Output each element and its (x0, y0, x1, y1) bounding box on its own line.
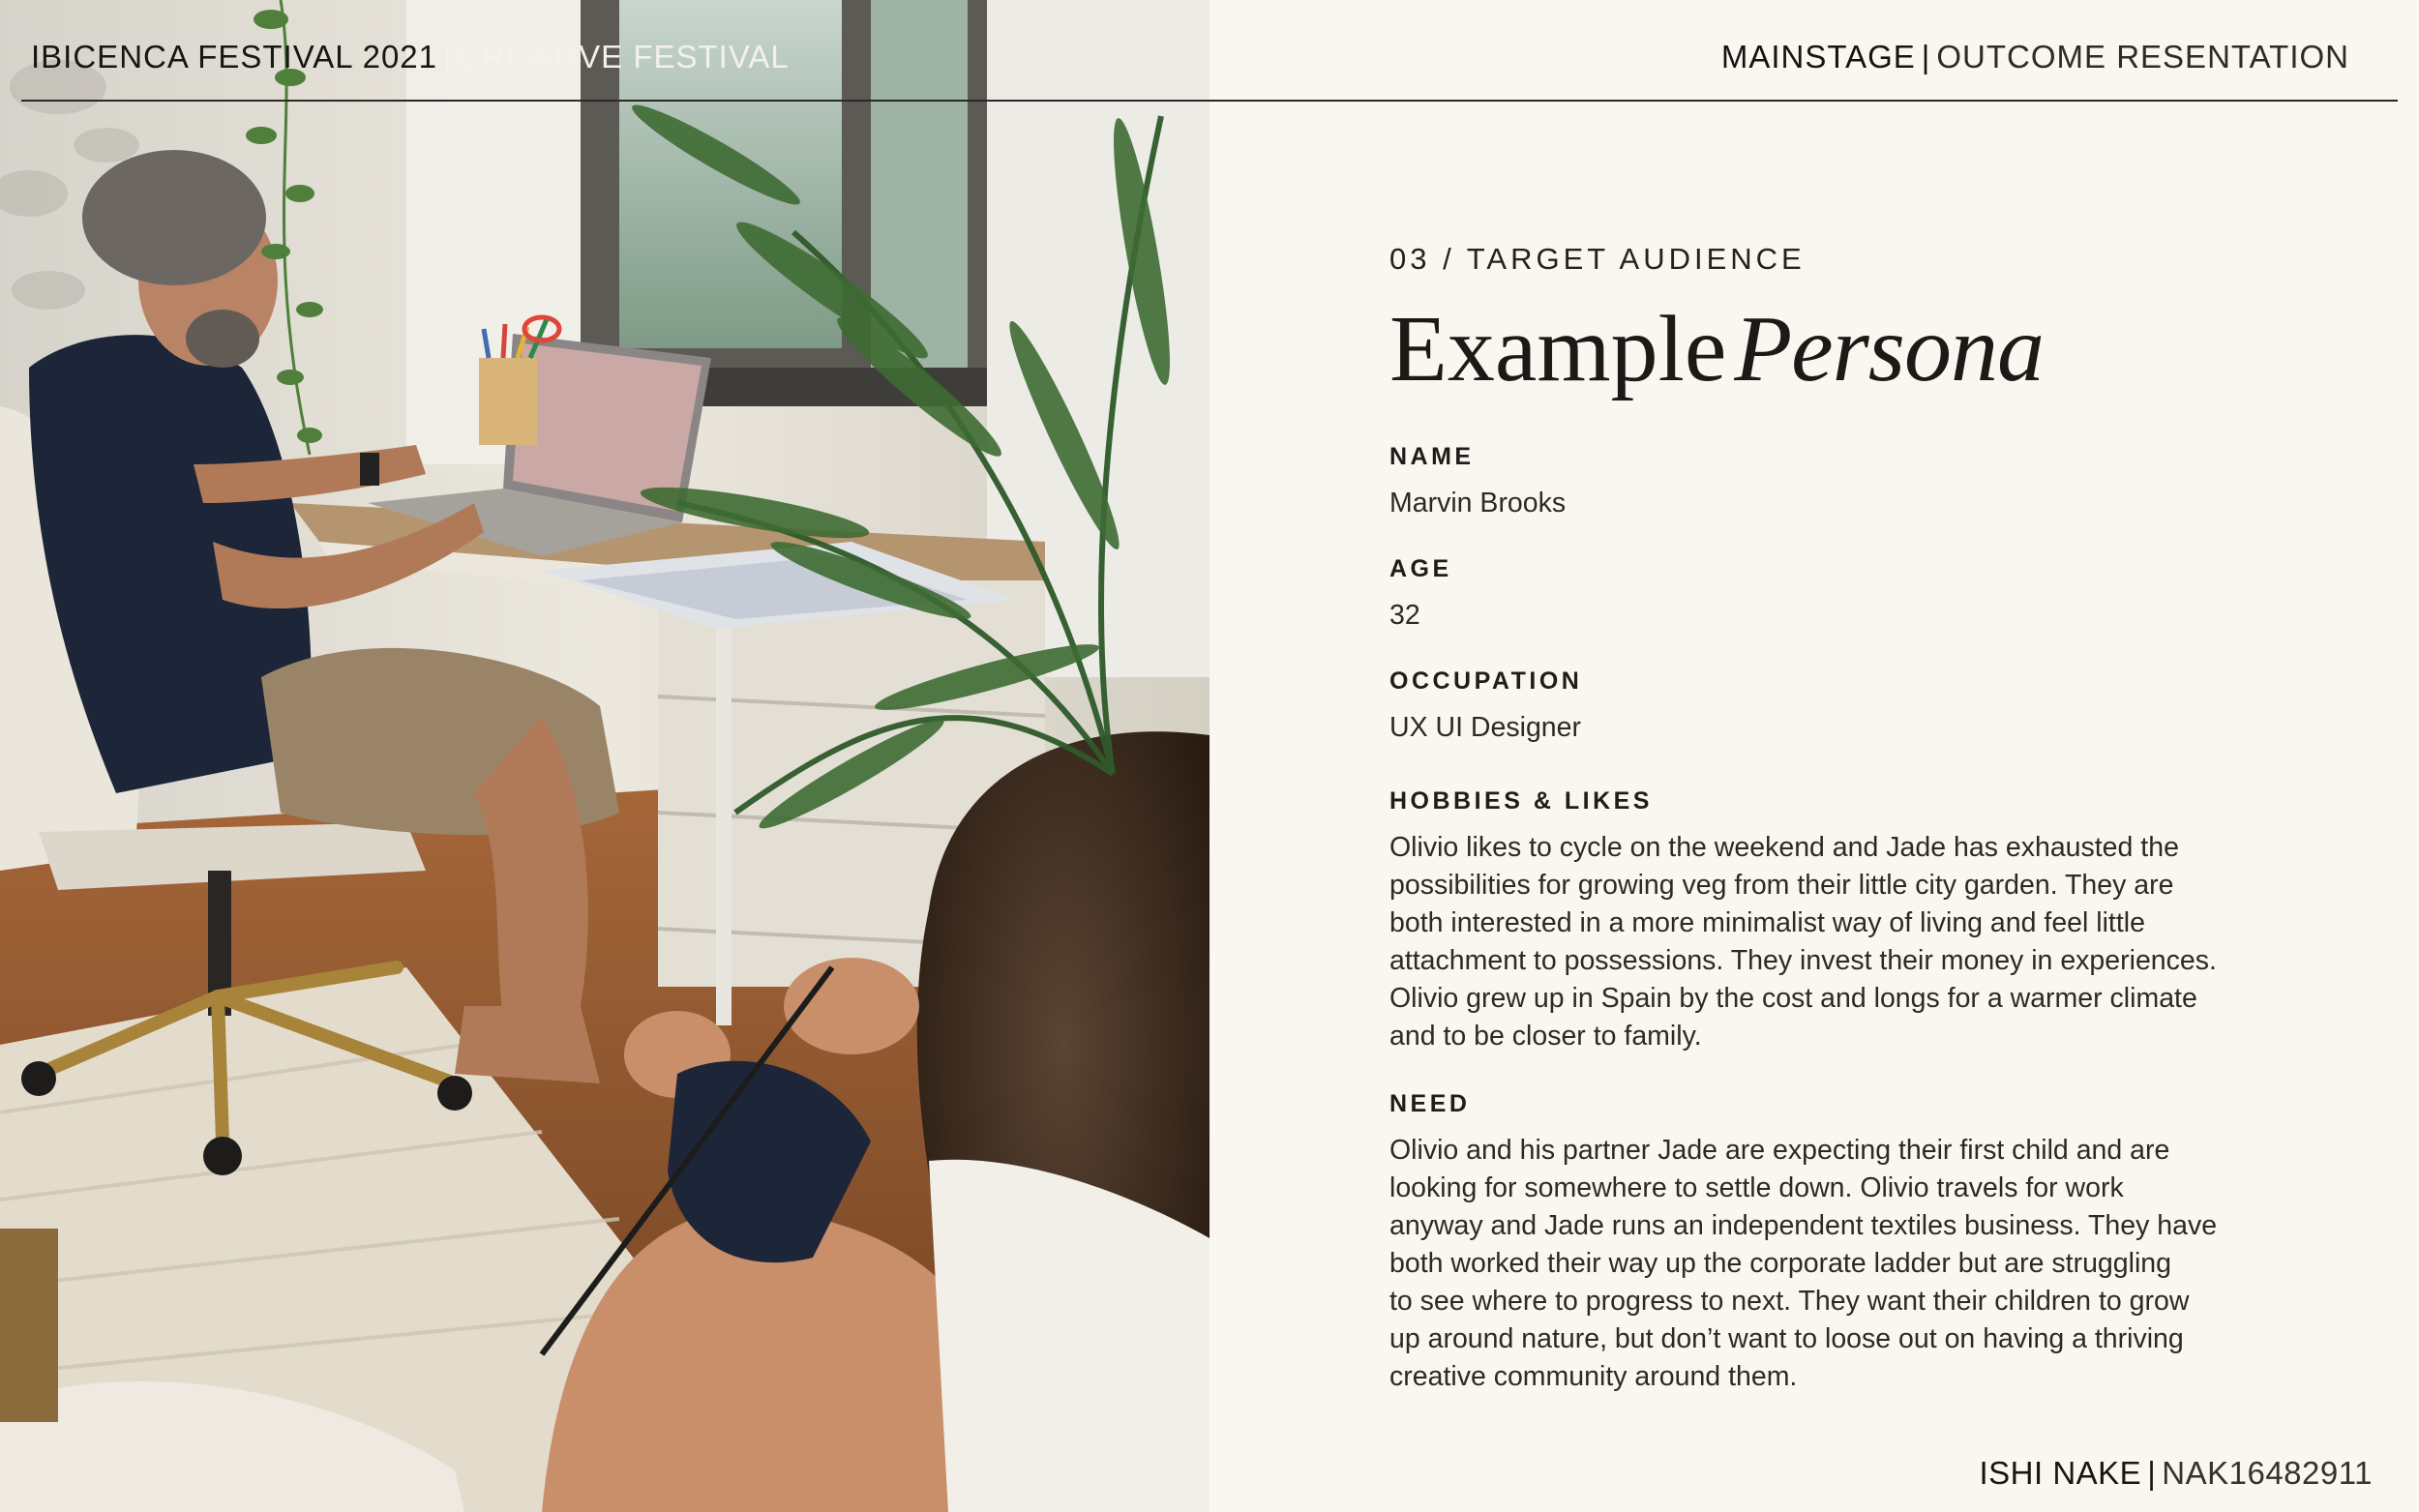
title-italic: Persona (1734, 297, 2044, 401)
stage-subtitle: OUTCOME RESENTATION (1936, 39, 2349, 74)
field-label: NAME (1389, 443, 1475, 470)
header-stage (1721, 39, 2349, 75)
author-id: NAK16482911 (2162, 1455, 2373, 1491)
header-separator: | (1921, 39, 1931, 74)
festival-subtitle: CREATIVE FESTIVAL (458, 39, 790, 74)
field-name (1389, 443, 2222, 522)
festival-title: IBICENCA FESTIVAL 2021 (31, 39, 437, 74)
field-value: 32 (1389, 600, 1420, 631)
field-occupation (1389, 667, 2222, 747)
paragraph-line: creative community around them. (1389, 1361, 1798, 1392)
page-title (1389, 297, 2222, 401)
field-value: Marvin Brooks (1389, 488, 1567, 519)
paragraph-line: both worked their way up the corporate ladder but are struggling (1389, 1248, 2171, 1279)
paragraph-line: and to be closer to family. (1389, 1021, 1702, 1052)
title-regular: Example (1389, 297, 1727, 401)
field-age (1389, 555, 2222, 635)
section-number: 03 / TARGET AUDIENCE (1389, 242, 1806, 276)
field-label: HOBBIES & LIKES (1389, 787, 1653, 815)
paragraph-line: possibilities for growing veg from their little city garden. They are (1389, 870, 2174, 901)
paragraph-line: up around nature, but don’t want to loose out on having a thriving (1389, 1323, 2184, 1354)
paragraph-line: both interested in a more minimalist way of living and feel little (1389, 907, 2145, 938)
paragraph-line: looking for somewhere to settle down. Olivio travels for work (1389, 1172, 2124, 1203)
field-label: NEED (1389, 1090, 1471, 1117)
persona-content (1389, 242, 2222, 1396)
field-need (1389, 1090, 2222, 1396)
stage-title: MAINSTAGE (1720, 39, 1916, 74)
need-paragraph (1389, 1132, 2222, 1396)
paragraph-line: Olivio and his partner Jade are expecting their first child and are (1389, 1135, 2170, 1166)
paragraph-line: Olivio grew up in Spain by the cost and longs for a warmer climate (1389, 983, 2197, 1014)
paragraph-line: anyway and Jade runs an independent textiles business. They have (1389, 1210, 2218, 1241)
footer-author (1979, 1455, 2373, 1492)
header-festival (31, 39, 790, 75)
field-label: AGE (1389, 555, 1452, 582)
footer-separator: | (2147, 1455, 2157, 1491)
hobbies-paragraph (1389, 829, 2222, 1055)
field-hobbies (1389, 787, 2222, 1055)
header-divider (21, 100, 2398, 102)
author-name: ISHI NAKE (1979, 1455, 2142, 1491)
field-value: UX UI Designer (1389, 712, 1581, 743)
paragraph-line: to see where to progress to next. They want their children to grow (1389, 1286, 2190, 1317)
paragraph-line: Olivio likes to cycle on the weekend and Jade has exhausted the (1389, 832, 2179, 863)
field-label: OCCUPATION (1389, 667, 1583, 695)
paragraph-line: attachment to possessions. They invest their money in experiences. (1389, 945, 2217, 976)
header-separator: | (443, 39, 453, 74)
